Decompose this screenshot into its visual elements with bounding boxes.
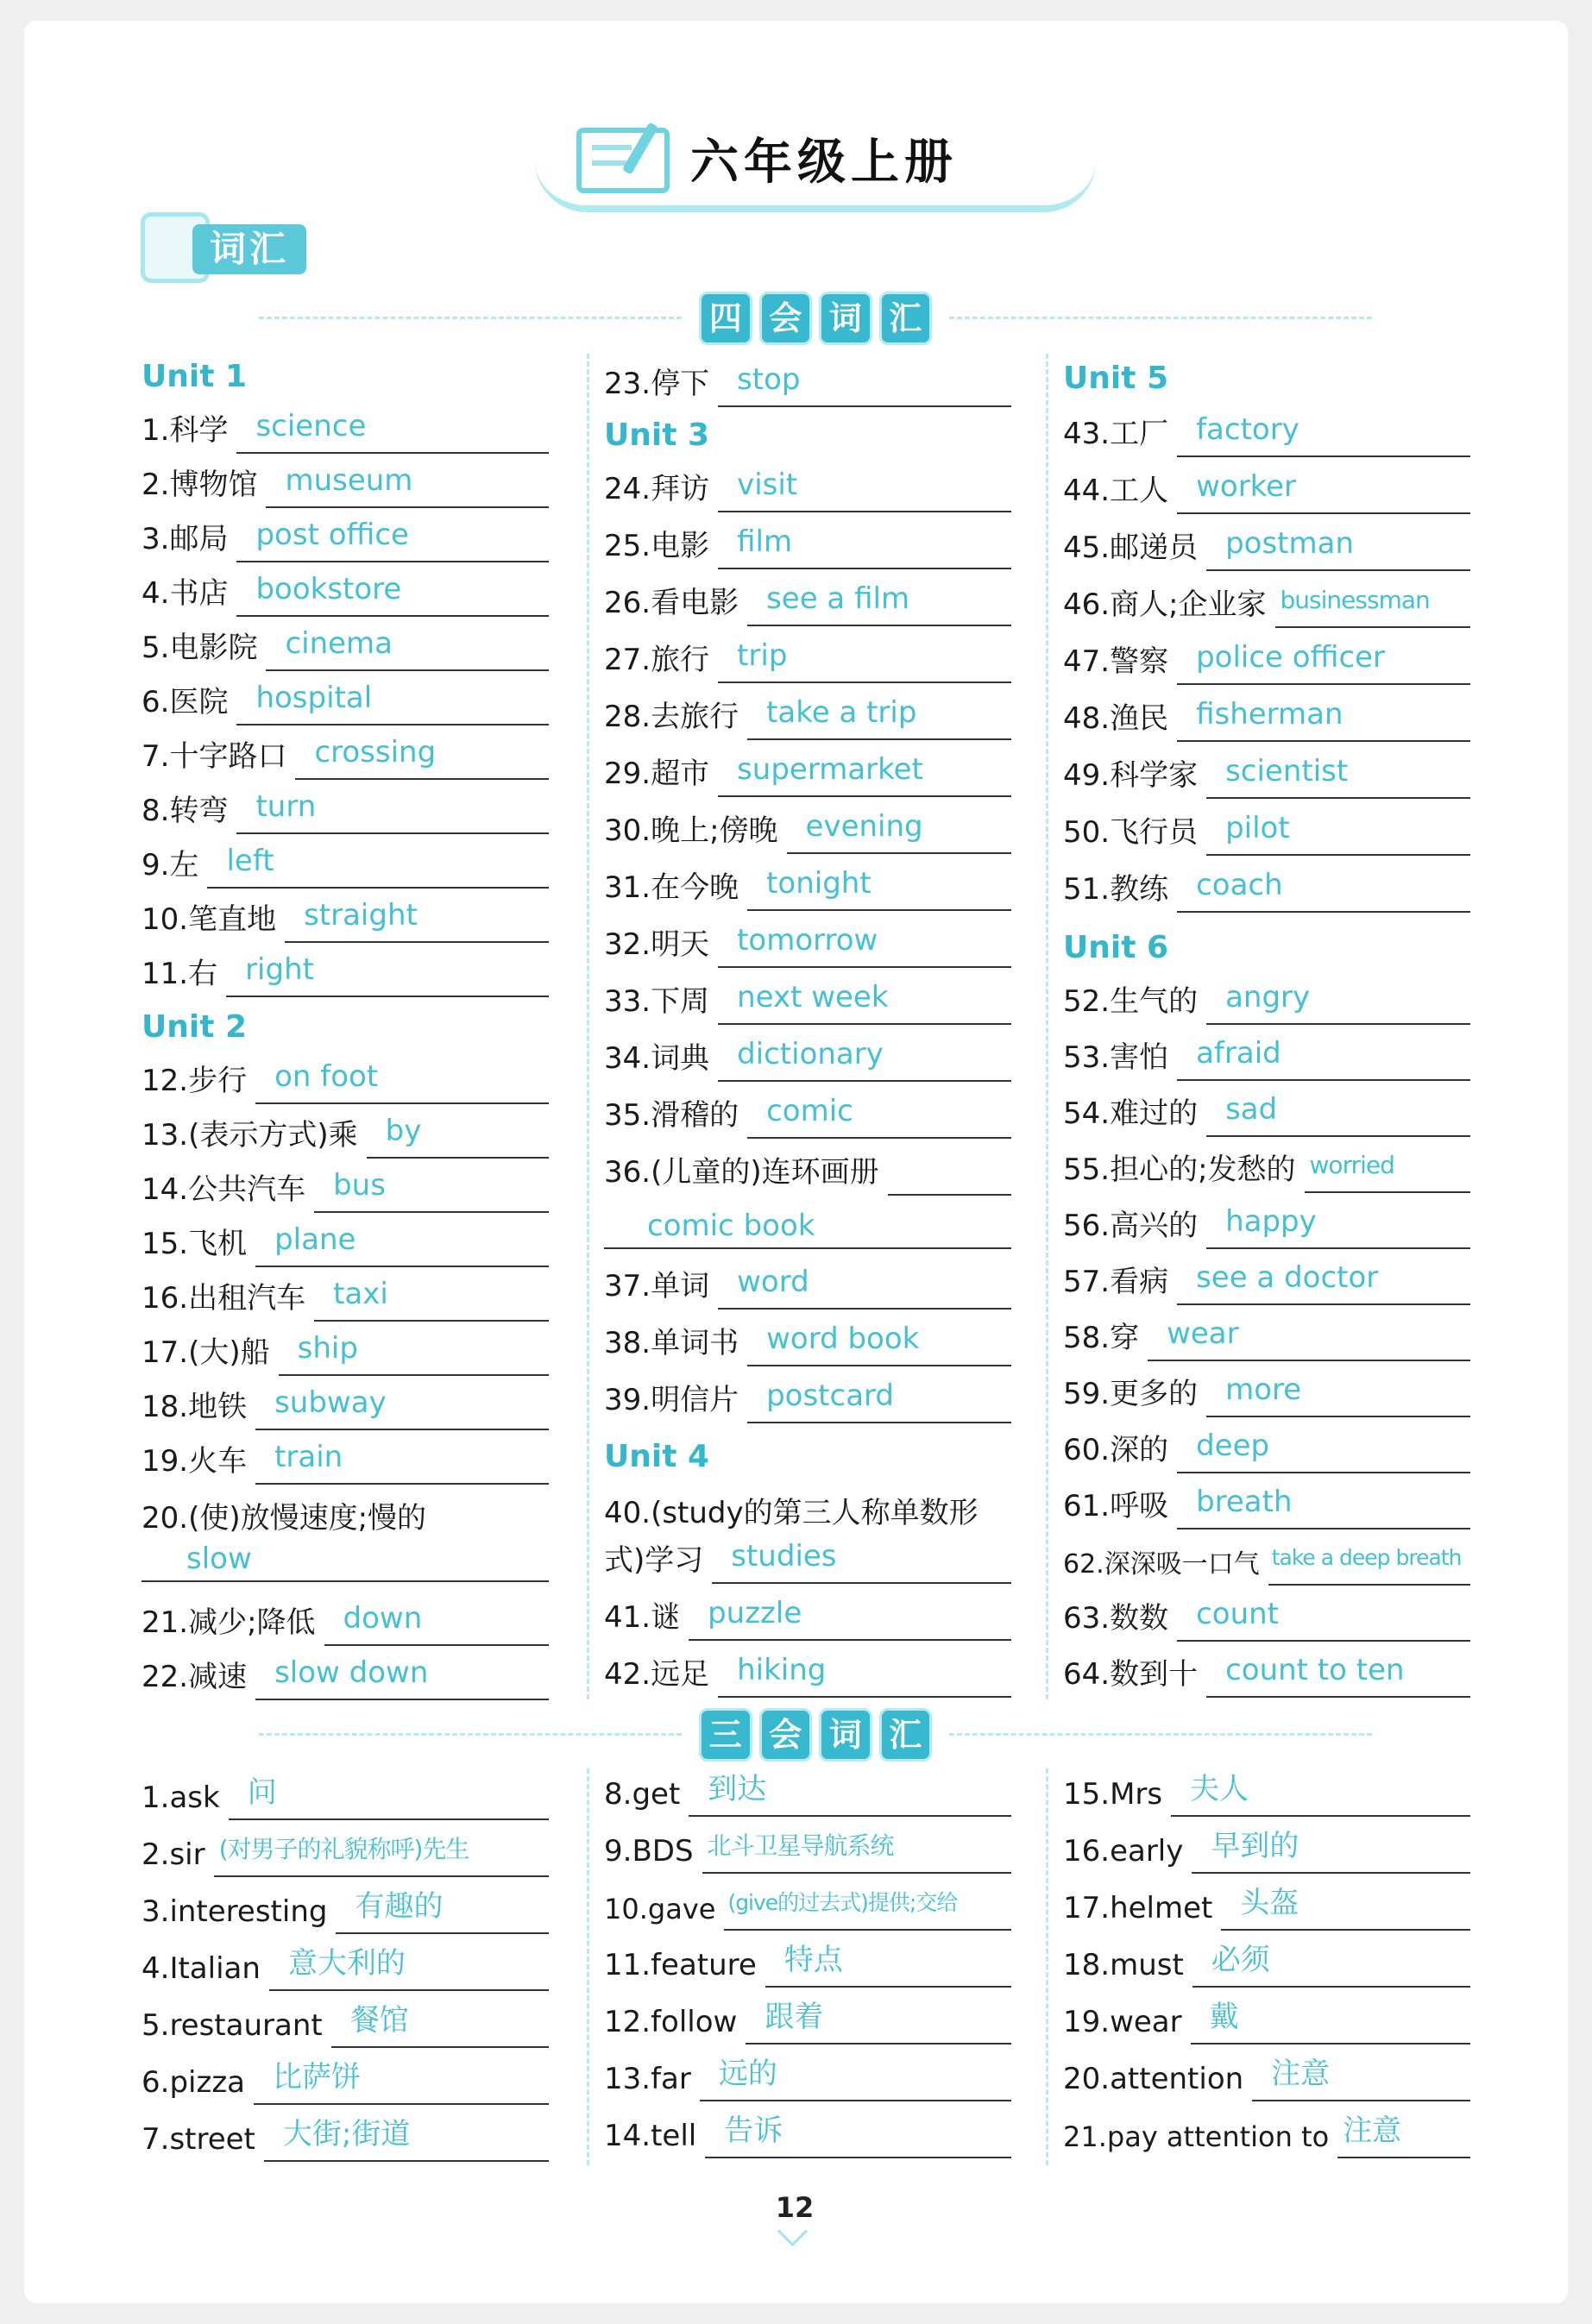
vocab-answer: 特点 (765, 1943, 1011, 1988)
unit-heading: Unit 5 (1063, 361, 1168, 396)
vocab-prompt: 60.深的 (1063, 1433, 1169, 1467)
vocab-item (1063, 1993, 1470, 2044)
vocab-prompt: 47.警察 (1063, 644, 1169, 679)
vocabulary-badge-label: 词汇 (192, 224, 306, 274)
header-dash-left (259, 317, 682, 319)
vocab-prompt: 7.street (142, 2122, 255, 2157)
vocab-item (1063, 1478, 1470, 1529)
vocab-item (142, 1882, 549, 1934)
column-divider (1046, 354, 1048, 1699)
vocab-answer: 戴 (1191, 2000, 1470, 2044)
vocab-item (604, 802, 1011, 854)
vocab-prompt: 1.科学 (142, 413, 229, 448)
vocab-item (142, 1270, 549, 1322)
vocab-answer: 跟着 (746, 2000, 1011, 2044)
vocab-answer: straight (285, 898, 549, 943)
vocab-prompt: 20.attention (1063, 2062, 1244, 2096)
vocab-prompt: 31.在今晚 (604, 870, 739, 905)
vocab-prompt: 5.restaurant (142, 2008, 323, 2043)
vocab-prompt: 26.看电影 (604, 586, 739, 620)
vocab-prompt: 21.减少;降低 (142, 1605, 316, 1640)
vocab-prompt: 5.电影院 (142, 631, 258, 665)
vocab-prompt: 28.去旅行 (604, 700, 739, 734)
vocab-item (604, 518, 1011, 569)
vocab-item (1063, 1936, 1470, 1988)
vocab-prompt: 43.工厂 (1063, 417, 1169, 451)
vocab-answer: slow down (255, 1655, 549, 1700)
vocab-item (142, 619, 549, 671)
page-number: 12 (775, 2191, 815, 2224)
vocab-answer: down (324, 1601, 549, 1646)
vocab-item (604, 631, 1011, 683)
header-char: 词 (819, 292, 872, 345)
vocab-prompt: 19.wear (1063, 2005, 1182, 2039)
vocab-answer: (对男子的礼貌称呼)先生 (214, 1832, 549, 1877)
vocab-prompt: 54.难过的 (1063, 1096, 1199, 1131)
vocab-item (604, 973, 1011, 1025)
vocab-answer: museum (266, 463, 549, 508)
vocab-answer: 到达 (689, 1772, 1011, 1817)
vocab-answer: sad (1206, 1092, 1470, 1137)
vocab-item (142, 1594, 549, 1646)
vocab-prompt: 40.(study的第三人称单数形 (604, 1496, 978, 1530)
vocab-prompt: 15.飞机 (142, 1227, 248, 1261)
vocab-answer: angry (1206, 980, 1470, 1025)
unit-heading: Unit 6 (1063, 930, 1168, 965)
vocab-prompt: 15.Mrs (1063, 1777, 1163, 1812)
vocab-answer: (give的过去式)提供;交给 (724, 1886, 1011, 1931)
vocab-prompt: 12.follow (604, 2005, 738, 2039)
vocab-item (142, 1052, 549, 1104)
vocab-item (142, 1324, 549, 1376)
vocab-item (142, 1939, 549, 1991)
vocab-answer-blank (888, 1151, 1011, 1196)
vocab-item (142, 782, 549, 834)
vocab-prompt: 20.(使)放慢速度;慢的 (142, 1501, 427, 1536)
vocab-item (142, 1433, 549, 1485)
title-banner (535, 102, 1096, 214)
vocab-prompt: 36.(儿童的)连环画册 (604, 1155, 879, 1190)
vocab-item (604, 1936, 1011, 1988)
vocab-answer: 意大利的 (269, 1946, 549, 1991)
vocab-item (604, 1315, 1011, 1366)
vocab-item (1063, 462, 1470, 514)
vocab-item (142, 674, 549, 725)
vocab-prompt: 22.减速 (142, 1660, 248, 1694)
vocabulary-badge (141, 212, 313, 281)
vocab-prompt: 30.晚上;傍晚 (604, 813, 778, 848)
vocab-answer: taxi (314, 1277, 549, 1322)
vocab-prompt: 56.高兴的 (1063, 1209, 1199, 1243)
vocab-prompt: 49.科学家 (1063, 758, 1199, 793)
vocab-prompt: 42.远足 (604, 1657, 710, 1692)
header-char: 会 (759, 1708, 813, 1762)
header-char: 四 (699, 292, 752, 345)
vocab-answer: visit (718, 468, 1011, 512)
vocab-prompt: 9.BDS (604, 1834, 694, 1869)
vocab-prompt: 2.博物馆 (142, 468, 258, 502)
vocab-answer: trip (718, 638, 1011, 683)
vocab-answer: see a film (747, 581, 1011, 626)
vocab-prompt: 4.书店 (142, 576, 229, 611)
vocab-answer: see a doctor (1177, 1260, 1470, 1305)
vocab-item (1063, 690, 1470, 742)
vocab-prompt: 13.far (604, 2062, 691, 2096)
four-skills-header (259, 292, 1372, 343)
vocab-prompt: 18.must (1063, 1948, 1184, 1982)
vocab-prompt: 10.笔直地 (142, 902, 277, 937)
vocab-item (604, 916, 1011, 968)
vocab-answer: ship (279, 1331, 549, 1376)
column-divider (587, 354, 589, 1699)
vocab-answer: pilot (1206, 811, 1470, 856)
vocab-prompt: 17.helmet (1063, 1891, 1213, 1925)
vocab-item (1063, 633, 1470, 685)
vocab-item (604, 688, 1011, 740)
vocab-prompt: 24.拜访 (604, 472, 710, 506)
vocab-prompt: 10.gave (604, 1893, 716, 1925)
unit-heading: Unit 2 (142, 1009, 247, 1045)
header-dash-right (949, 317, 1372, 319)
vocab-answer: coach (1177, 868, 1470, 913)
vocab-prompt: 1.ask (142, 1781, 220, 1815)
vocab-item (604, 1765, 1011, 1817)
vocab-answer: tomorrow (718, 923, 1011, 968)
vocab-answer: studies (712, 1539, 1011, 1584)
vocab-answer: worried (1305, 1148, 1470, 1193)
vocab-prompt: 61.呼吸 (1063, 1489, 1169, 1523)
vocab-item (604, 1993, 1011, 2044)
vocab-item (1063, 861, 1470, 913)
vocab-answer: 远的 (700, 2057, 1011, 2101)
vocab-item (1063, 1366, 1470, 1417)
vocab-prompt: 64.数到十 (1063, 1657, 1199, 1692)
vocab-prompt: 23.停下 (604, 367, 710, 401)
header-dash-right (949, 1733, 1372, 1736)
unit-heading: Unit 3 (604, 418, 709, 453)
vocab-answer: scientist (1206, 754, 1470, 799)
vocab-prompt: 63.数数 (1063, 1601, 1169, 1636)
vocab-answer: 头盔 (1221, 1886, 1470, 1931)
vocab-prompt: 55.担心的;发愁的 (1063, 1153, 1296, 1187)
vocab-prompt: 58.穿 (1063, 1321, 1140, 1355)
vocab-prompt: 32.明天 (604, 927, 710, 962)
vocab-prompt: 3.邮局 (142, 522, 229, 556)
vocab-answer: 告诉 (705, 2114, 1011, 2158)
vocab-answer: breath (1177, 1485, 1470, 1529)
vocab-answer: right (226, 952, 549, 997)
vocab-item (604, 2050, 1011, 2101)
vocab-answer: factory (1177, 412, 1470, 457)
vocab-answer: 大街;街道 (264, 2117, 549, 2162)
vocab-item (142, 2053, 549, 2105)
vocab-prompt: 18.地铁 (142, 1390, 248, 1424)
vocab-answer: post office (236, 518, 549, 562)
vocab-item (604, 745, 1011, 797)
header-char: 会 (759, 292, 813, 345)
vocab-item (604, 1258, 1011, 1310)
vocab-answer: happy (1206, 1204, 1470, 1249)
header-char: 三 (699, 1708, 752, 1762)
vocab-item (1063, 1197, 1470, 1249)
vocab-item (1063, 405, 1470, 457)
vocab-answer: supermarket (718, 752, 1011, 797)
vocab-answer: deep (1177, 1429, 1470, 1473)
vocab-answer: 有趣的 (336, 1889, 549, 1934)
vocab-item (1063, 2107, 1470, 2158)
vocab-answer: fisherman (1177, 697, 1470, 742)
vocab-item (142, 402, 549, 454)
vocab-answer: police officer (1177, 640, 1470, 685)
vocab-answer: 餐馆 (331, 2003, 549, 2048)
vocab-answer: next week (718, 980, 1011, 1025)
vocab-item (142, 891, 549, 943)
vocab-item (142, 1379, 549, 1430)
vocab-answer: word book (747, 1322, 1011, 1366)
vocab-answer: cinema (266, 626, 549, 671)
vocab-prompt: 51.教练 (1063, 872, 1169, 907)
vocab-item (1063, 973, 1470, 1025)
vocab-item (604, 355, 1011, 407)
vocab-prompt: 2.sir (142, 1837, 205, 1872)
vocab-item (1063, 1879, 1470, 1931)
vocab-prompt: 16.出租汽车 (142, 1281, 306, 1316)
vocab-item (1063, 1646, 1470, 1698)
vocab-item (142, 1996, 549, 2048)
vocab-answer: 比萨饼 (254, 2060, 549, 2105)
vocab-item (604, 1087, 1011, 1139)
vocab-answer: comic (747, 1094, 1011, 1139)
vocab-prompt: 62.深深吸一口气 (1063, 1549, 1260, 1580)
vocab-prompt: 25.电影 (604, 529, 710, 563)
vocab-prompt: 29.超市 (604, 757, 710, 791)
vocab-item (142, 1161, 549, 1213)
vocab-answer: bookstore (236, 572, 549, 617)
vocab-answer: hospital (236, 681, 549, 725)
vocab-item (604, 2107, 1011, 2158)
vocab-answer: 早到的 (1192, 1829, 1470, 1874)
vocab-answer: postman (1206, 526, 1470, 571)
vocab-prompt: 33.下周 (604, 984, 710, 1019)
vocab-item (604, 1822, 1011, 1874)
vocab-answer: 北斗卫星导航系统 (702, 1829, 1011, 1874)
vocab-answer: postcard (747, 1379, 1011, 1423)
vocab-prompt: 57.看病 (1063, 1265, 1169, 1299)
vocab-answer: crossing (295, 735, 549, 780)
vocab-answer: by (367, 1114, 549, 1159)
vocab-prompt: 38.单词书 (604, 1326, 739, 1360)
header-char: 汇 (879, 1708, 933, 1762)
vocab-prompt: 39.明信片 (604, 1383, 739, 1417)
vocab-answer: 问 (229, 1775, 549, 1820)
vocab-prompt: 35.滑稽的 (604, 1098, 739, 1133)
vocab-item (604, 1532, 1011, 1584)
three-skills-header (259, 1708, 1372, 1760)
vocab-prompt: 4.Italian (142, 1951, 261, 1986)
vocab-answer: stop (718, 362, 1011, 407)
vocab-item (142, 837, 549, 889)
vocab-answer: bus (314, 1168, 549, 1213)
vocab-item (604, 859, 1011, 911)
vocab-item (1063, 1534, 1470, 1586)
vocab-prompt: 21.pay attention to (1063, 2120, 1330, 2153)
vocab-prompt: 48.渔民 (1063, 701, 1169, 736)
vocab-answer: 注意 (1337, 2114, 1470, 2158)
vocab-answer: comic book (604, 1206, 1011, 1249)
vocab-item (604, 575, 1011, 626)
vocab-answer: puzzle (689, 1596, 1011, 1641)
vocab-answer: science (236, 409, 549, 454)
vocab-item (1063, 1253, 1470, 1305)
vocab-prompt: 41.谜 (604, 1600, 681, 1635)
vocab-item (1063, 1310, 1470, 1361)
vocab-prompt: 13.(表示方式)乘 (142, 1118, 358, 1153)
vocab-item (142, 1825, 549, 1877)
vocab-prompt: 8.转弯 (142, 794, 229, 828)
vocab-item (142, 1768, 549, 1820)
vocab-item (142, 1215, 549, 1267)
vocab-item (604, 1144, 1011, 1196)
vocab-answer: film (718, 524, 1011, 569)
vocab-item (142, 1107, 549, 1159)
vocab-answer: slow (142, 1539, 549, 1582)
vocab-answer: count to ten (1206, 1653, 1470, 1698)
column-divider (1046, 1768, 1048, 2165)
header-dash-left (259, 1733, 682, 1736)
vocab-answer: left (207, 844, 549, 889)
vocab-answer: 夫人 (1171, 1772, 1470, 1817)
vocab-prompt: 11.feature (604, 1948, 757, 1982)
vocab-prompt: 16.early (1063, 1834, 1184, 1869)
vocab-answer: take a trip (747, 695, 1011, 740)
vocab-answer: word (718, 1265, 1011, 1310)
vocab-answer: 必须 (1192, 1943, 1470, 1988)
vocab-prompt: 46.商人;企业家 (1063, 587, 1267, 622)
vocab-prompt: 9.左 (142, 848, 199, 882)
unit-heading: Unit 1 (142, 359, 247, 394)
book-icon (576, 128, 670, 193)
vocab-item (1063, 1085, 1470, 1137)
vocab-item (142, 728, 549, 780)
vocab-answer: plane (255, 1222, 549, 1267)
vocab-prompt: 12.步行 (142, 1064, 248, 1098)
vocab-item (142, 511, 549, 562)
vocab-prompt: 19.火车 (142, 1444, 248, 1479)
vocab-answer: hiking (718, 1653, 1011, 1698)
vocab-prompt: 17.(大)船 (142, 1335, 270, 1370)
vocab-item (604, 461, 1011, 512)
vocab-item (1063, 576, 1470, 628)
vocab-answer: tonight (747, 866, 1011, 911)
vocab-prompt: 53.害怕 (1063, 1040, 1169, 1075)
header-char: 汇 (879, 292, 933, 345)
vocab-item (1063, 1422, 1470, 1473)
vocab-item (1063, 1765, 1470, 1817)
vocab-answer: on foot (255, 1059, 549, 1104)
vocab-item (1063, 519, 1470, 571)
vocab-item (1063, 1590, 1470, 1642)
vocab-answer: worker (1177, 469, 1470, 514)
vocab-item (142, 456, 549, 508)
vocab-prompt: 45.邮递员 (1063, 531, 1199, 565)
vocab-item (1063, 804, 1470, 856)
vocab-prompt: 3.interesting (142, 1894, 328, 1929)
vocab-prompt: 11.右 (142, 957, 218, 991)
header-char: 词 (819, 1708, 872, 1762)
vocab-answer: take a deep breath (1268, 1541, 1470, 1586)
vocab-item (604, 1646, 1011, 1698)
vocab-prompt: 14.公共汽车 (142, 1172, 306, 1207)
vocab-item (1063, 1822, 1470, 1874)
vocab-prompt: 6.医院 (142, 685, 229, 719)
vocab-item (604, 1372, 1011, 1423)
vocab-answer: count (1177, 1597, 1470, 1642)
vocab-item (1063, 747, 1470, 799)
vocab-item (142, 945, 549, 997)
vocab-prompt: 式)学习 (604, 1543, 704, 1578)
column-divider (587, 1768, 589, 2165)
vocab-item (604, 1589, 1011, 1641)
vocab-item (604, 1030, 1011, 1082)
vocab-prompt: 37.单词 (604, 1269, 710, 1303)
vocab-item (1063, 1029, 1470, 1081)
vocab-prompt: 50.飞行员 (1063, 815, 1199, 850)
vocab-answer: subway (255, 1385, 549, 1430)
vocab-answer: afraid (1177, 1036, 1470, 1081)
vocab-answer: turn (236, 789, 549, 834)
vocab-prompt: 8.get (604, 1777, 681, 1812)
vocab-item (142, 1649, 549, 1700)
vocab-item (1063, 2050, 1470, 2101)
vocab-answer: businessman (1275, 583, 1470, 628)
vocab-item (142, 565, 549, 617)
vocab-item (604, 1879, 1011, 1931)
vocab-prompt: 52.生气的 (1063, 984, 1199, 1019)
vocab-prompt: 6.pizza (142, 2065, 245, 2100)
vocab-prompt: 7.十字路口 (142, 739, 287, 774)
vocab-prompt: 44.工人 (1063, 474, 1169, 508)
vocab-item (142, 2110, 549, 2162)
vocab-answer: dictionary (718, 1037, 1011, 1082)
vocab-answer: more (1206, 1372, 1470, 1417)
vocab-item (1063, 1141, 1470, 1193)
vocab-answer: train (255, 1440, 549, 1485)
vocab-prompt: 27.旅行 (604, 643, 710, 677)
page-title: 六年级上册 (690, 134, 958, 191)
vocab-answer: 注意 (1252, 2057, 1470, 2101)
unit-heading: Unit 4 (604, 1439, 709, 1474)
vocab-answer: evening (787, 809, 1011, 854)
vocab-prompt: 34.词典 (604, 1041, 710, 1076)
vocab-prompt: 14.tell (604, 2119, 697, 2153)
vocab-prompt: 59.更多的 (1063, 1377, 1199, 1411)
vocab-answer: wear (1148, 1316, 1470, 1361)
